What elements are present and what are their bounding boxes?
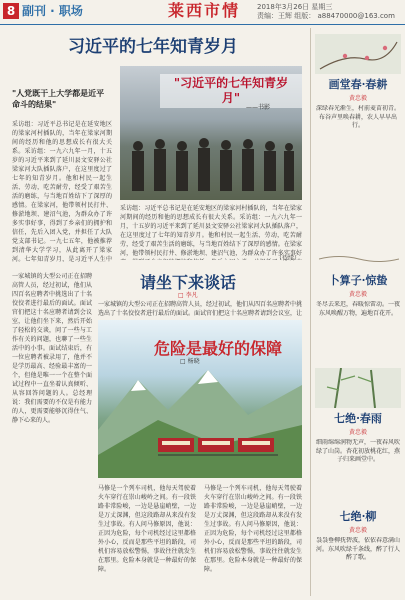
poem-text: 深绿春光渐生，村前麦苗初青。布谷声里唤春耕，农人早早出行。 (315, 105, 400, 129)
plum-blossom-illustration-icon (315, 34, 401, 74)
section-title: 副刊 · 职场 (22, 4, 83, 18)
divider-flourish-icon (319, 254, 399, 264)
poem-title: 卜算子·惊蛰 (328, 274, 388, 287)
article3-photo (98, 320, 302, 478)
article1-photo (120, 66, 302, 200)
poem-text: 袅袅垂柳抚碧波，依依春意满山河。东风吹绿千条线，醉了行人醉了歌。 (315, 537, 400, 561)
editor-line: 责编：王辉 组版： a88470000@163.com (257, 12, 395, 20)
article3-title: 危险是最好的保障 (154, 339, 283, 358)
poem-title: 画堂春·春耕 (328, 78, 388, 91)
poem-block-1 (315, 34, 401, 191)
train-icon (158, 432, 278, 458)
article2-author: □ 李凡 (178, 292, 198, 299)
poem-author: 黄忠毅 (348, 527, 367, 534)
page-header (0, 0, 405, 25)
newspaper-name: 莱西市情 (168, 1, 241, 20)
poem-block-4 (315, 506, 401, 599)
poem-author: 黄忠毅 (348, 95, 367, 102)
article2-title: 请坐下来谈话 (139, 273, 236, 292)
photo-tag: ——书影 (246, 104, 271, 111)
poem-author: 黄忠毅 (348, 429, 367, 436)
poem-text: 冬尽去来迟，春暖惊雷动。一夜东风唤醒万物，遍地百花开。 (315, 301, 400, 317)
poem-title: 七绝·柳 (339, 510, 377, 523)
article2-body-col1: 一家城镇的大型公司正在招聘高管人员，经过初试，他们从四百名应聘者中挑选出了十名佼佼者进行最后的面试。面试官们把这十名应聘者请到会议室，让他们坐下来，然后开始了轻松的交谈，问了一些与工作有关的问题，也聊了一些生活中的小事。面试结束后，有一位应聘者被录用了，他并不是学历最高、经验最丰富的一个，但他是唯一一个在整个面试过程中一直坐着认真倾听、从容回答问题的人。总经理说：我们需要的不仅是有能力的人，更需要能够沉得住气、静下心来的人。 (12, 273, 92, 424)
article3-author: □ 杨晓 (180, 358, 200, 365)
article1-body-col2: 采访组：习近平总书记是在延安地区的梁家河村插队的，当年在梁家河期间的经历和他的思想成长有很大关系。采访组：一九六九年一月，十五岁的习近平来到了延川县文安驿公社梁家河大队插队落户，在这里度过了七年的知青岁月。他和村民一起生活、劳动，吃苦耐劳，经受了艰苦生活的磨练，与当地百姓结下了深厚的感情。在梁家河，他带领村民打井、修淤地坝、建沼气池，为群众办了许多实事好 (120, 205, 302, 257)
group-of-people-icon (126, 132, 296, 192)
bamboo-illustration-icon (315, 368, 401, 408)
poetry-sidebar (310, 28, 403, 596)
article3-body-col2: 马修是一个列车司机，他每天驾驶着火车穿行在崇山峻岭之间。有一段铁路非常险峻，一边是悬崖峭壁，一边是万丈深渊，但这段路却从来没有发生过事故。有人问马修原因，他说：正因为危险，每个司机经过这里都格外小心，反而是那些平坦的路段，司机们容易放松警惕，事故往往就发生在那里。危险本身就是一种最好的保障。 (204, 485, 302, 573)
article1-subtitle: "人党既干上大学都是近平命斗的结果" (12, 89, 105, 109)
photo-title: "习近平的七年知青岁月" (160, 74, 302, 108)
main-column (8, 28, 305, 596)
poem-author: 黄忠毅 (348, 291, 367, 298)
poem-block-3 (315, 368, 401, 499)
article1-end-mark: （待续） (276, 255, 301, 262)
article1-title: 习近平的七年知青岁月 (68, 37, 238, 57)
article1-body-col1: 采访组：习近平总书记是在延安地区的梁家河村插队的，当年在梁家河期间的经历和他的思想成长有很大关系。采访组：一九六九年一月，十五岁的习近平来到了延川县文安驿公社梁家河大队插队落户，在这里度过了七年的知青岁月。他和村民一起生活、劳动，吃苦耐劳，经受了艰苦生活的磨练，与当地百姓结下了深厚的感情。在梁家河，他带领村民打井、修淤地坝、建沼气池，为群众办了许多实事好事，得到了乡亲们的拥护和信任，先后入团入党，并担任了大队党支部书记。一九七五年，他被推荐到清华大学学习，从此离开了梁家河。七年知青岁月，是习近平人生中 (12, 121, 112, 262)
article2-body-col2: 一家城镇的大型公司正在招聘高管人员，经过初试，他们从四百名应聘者中挑选出了十名佼佼者进行最后的面试。面试官们把这十名应聘者请到会议室，让 (98, 301, 302, 317)
mountain-landscape-icon (98, 360, 302, 478)
poem-title: 七绝·春雨 (334, 412, 382, 425)
date-line: 2018年3月26日 星期三 (257, 3, 333, 11)
page-number: 8 (3, 3, 19, 19)
poem-text: 细雨绵绵润物无声，一夜春风吹绿了山岗。杏花初放桃花红，燕子归来画堂中。 (315, 439, 400, 463)
article3-body-col1: 马修是一个列车司机，他每天驾驶着火车穿行在崇山峻岭之间。有一段铁路非常险峻，一边是悬崖峭壁，一边是万丈深渊，但这段路却从来没有发生过事故。有人问马修原因，他说：正因为危险，每个司机经过这里都格外小心，反而是那些平坦的路段，司机们容易放松警惕，事故往往就发生在那里。危险本身就是一种最好的保障。 (98, 485, 196, 573)
poem-block-2 (315, 270, 401, 365)
